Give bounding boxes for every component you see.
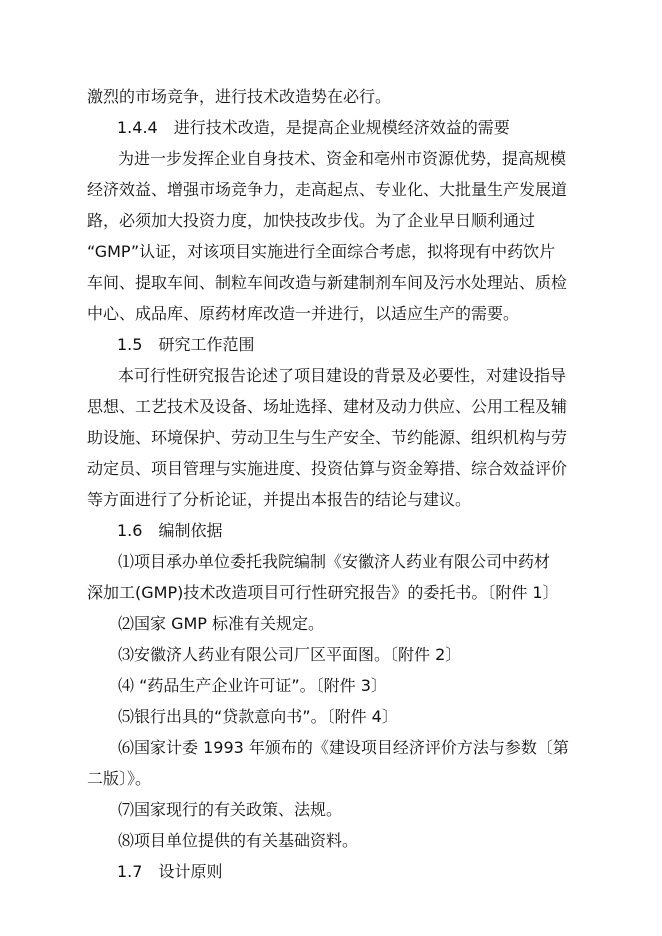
text-line: 车间、提取车间、制粒车间改造与新建制剂车间及污水处理站、质检	[87, 273, 568, 292]
list-item: ⑶安徽济人药业有限公司厂区平面图。〔附件 2〕	[118, 645, 462, 664]
text-line: 助设施、环境保护、劳动卫生与生产安全、节约能源、组织机构与劳	[87, 428, 568, 447]
section-heading-1-7: 1.7 设计原则	[117, 862, 223, 881]
text-line: 等方面进行了分析论证，并提出本报告的结论与建议。	[87, 490, 472, 509]
list-item-continuation: 深加工(GMP)技术改造项目可行性研究报告》的委托书。〔附件 1〕	[87, 583, 559, 602]
text-line: 动定员、项目管理与实施进度、投资估算与资金筹措、综合效益评价	[87, 459, 568, 478]
list-item: ⑴项目承办单位委托我院编制《安徽济人药业有限公司中药材	[118, 552, 551, 571]
list-item: ⑸银行出具的“贷款意向书”。〔附件 4〕	[118, 707, 398, 726]
section-heading-1-5: 1.5 研究工作范围	[117, 335, 255, 354]
list-item: ⑺国家现行的有关政策、法规。	[118, 800, 343, 819]
list-item: ⑵国家 GMP 标准有关规定。	[118, 614, 325, 633]
list-item: ⑹国家计委 1993 年颁布的《建设项目经济评价方法与参数〔第	[118, 738, 569, 757]
text-line: 路，必须加大投资力度，加快技改步伐。为了企业早日顺利通过	[87, 211, 536, 230]
text-line: 本可行性研究报告论述了项目建设的背景及必要性，对建设指导	[118, 366, 567, 385]
text-line: 思想、工艺技术及设备、场址选择、建材及动力供应、公用工程及辅	[87, 397, 568, 416]
section-heading-1-6: 1.6 编制依据	[117, 521, 223, 540]
text-line: 为进一步发挥企业自身技术、资金和亳州市资源优势，提高规模	[118, 149, 567, 168]
text-line: 激烈的市场竞争，进行技术改造势在必行。	[87, 87, 392, 106]
section-heading-1-4-4: 1.4.4 进行技术改造，是提高企业规模经济效益的需要	[117, 118, 510, 137]
text-line: 中心、成品库、原药材库改造一并进行，以适应生产的需要。	[87, 304, 520, 323]
list-item: ⑻项目单位提供的有关基础资料。	[118, 831, 359, 850]
list-item-continuation: 二版〕》。	[87, 769, 152, 788]
text-line: 经济效益、增强市场竞争力，走高起点、专业化、大批量生产发展道	[87, 180, 568, 199]
list-item: ⑷ “药品生产企业许可证”。〔附件 3〕	[118, 676, 387, 695]
text-line: “GMP”认证，对该项目实施进行全面综合考虑，拟将现有中药饮片	[87, 242, 556, 261]
